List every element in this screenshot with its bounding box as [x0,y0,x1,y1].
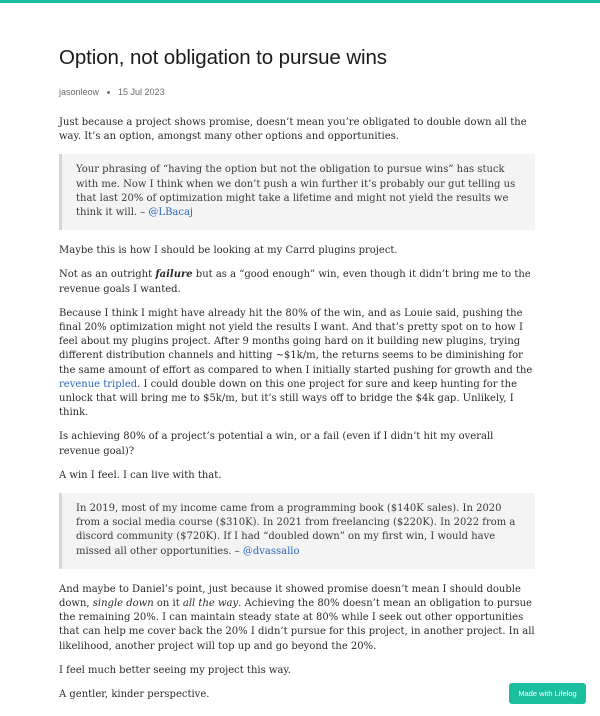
paragraph-3 [59,268,535,296]
paragraph-9: A gentler, kinder perspective. [59,689,210,701]
link-dvassallo[interactable]: @dvassallo [242,545,300,557]
meta-separator-dot [107,91,110,94]
emphasis-failure: failure [155,269,193,281]
paragraph-7-part-c: . Achieving the 80% doesn’t mean an obligation to pursue the remaining 20%. I can maintain steady state at 80% while I seek out other opportunities that can help me cover back the 20% I didn’t pursue for this project, in another project. In all likelihood, another project will top up and go beyond the 20%. [59,598,535,652]
paragraph-3-part-a: Not as an outright [59,269,156,281]
post-body [59,116,535,702]
blockquote-dvassallo [59,493,535,569]
paragraph-2: Maybe this is how I should be looking at my Carrd plugins project. [59,245,398,257]
paragraph-4-part-a: Because I think I might have already hit the 80% of the win, and as Louie said, pushing the final 20% optimization might not yield the results I want. And that’s pretty spot on to how I feel about my plugins project. After 9 months going hard on it building new plugins, trying different distribution channels and hitting ~$1k/m, the returns seems to be diminishing for the same amount of effort as compared to when I initially started pushing for growth and the [59,307,533,376]
paragraph-5: Is achieving 80% of a project’s potential a win, or a fail (even if I didn’t hit my overall revenue goal)? [59,431,494,457]
blockquote-dvassallo-text [76,502,522,559]
paragraph-3-part-b: but as a “good enough” win, even though it didn’t bring me to the revenue goals I wanted. [59,269,531,295]
top-accent-bar [0,0,600,3]
post-author[interactable]: jasonleow [59,87,100,97]
paragraph-6: A win I feel. I can live with that. [59,469,222,481]
paragraph-7 [59,583,535,654]
blockquote-lbacaj [59,154,535,230]
post-title: Option, not obligation to pursue wins [59,46,387,69]
link-lbacaj[interactable]: @LBacaj [148,207,194,219]
blockquote-lbacaj-body: Your phrasing of “having the option but not the obligation to pursue wins” has stuck with me. Now I think when we don’t push a win further it’s probably our gut telling us that last 20% of optimization might take a lifetime and might not yield the results we think it will. – [76,164,516,219]
post-date: 15 Jul 2023 [118,87,165,97]
emphasis-all-the-way: all the way [182,598,239,610]
made-with-lifelog-button[interactable]: Made with Lifelog [509,683,586,704]
post-article [59,44,535,712]
paragraph-4-part-b: . I could double down on this one project for sure and keep hunting for the unlock that will bring me to $5k/m, but it’s still ways off to bridge the $4k gap. Unlikely, I think. [59,378,518,419]
paragraph-1: Just because a project shows promise, doesn’t mean you’re obligated to double down all the way. It’s an option, amongst many other options and opportunities. [59,117,527,143]
paragraph-7-part-b: on it [153,598,183,610]
paragraph-4 [59,307,535,421]
emphasis-single-down: single down [92,598,154,610]
link-revenue-tripled[interactable]: revenue tripled [59,378,138,390]
blockquote-dvassallo-body: In 2019, most of my income came from a programming book ($140K sales). In 2020 from a social media course ($310K). In 2021 from freelancing ($220K). In 2022 from a discord community ($720K). If I had “doubled down” on my first win, I would have missed all other opportunities. – [76,503,516,557]
paragraph-7-part-a: And maybe to Daniel’s point, just because it showed promise doesn’t mean I should double down, [59,583,521,610]
post-meta [59,87,535,97]
blockquote-lbacaj-text [76,163,522,220]
paragraph-8: I feel much better seeing my project this way. [59,664,291,676]
